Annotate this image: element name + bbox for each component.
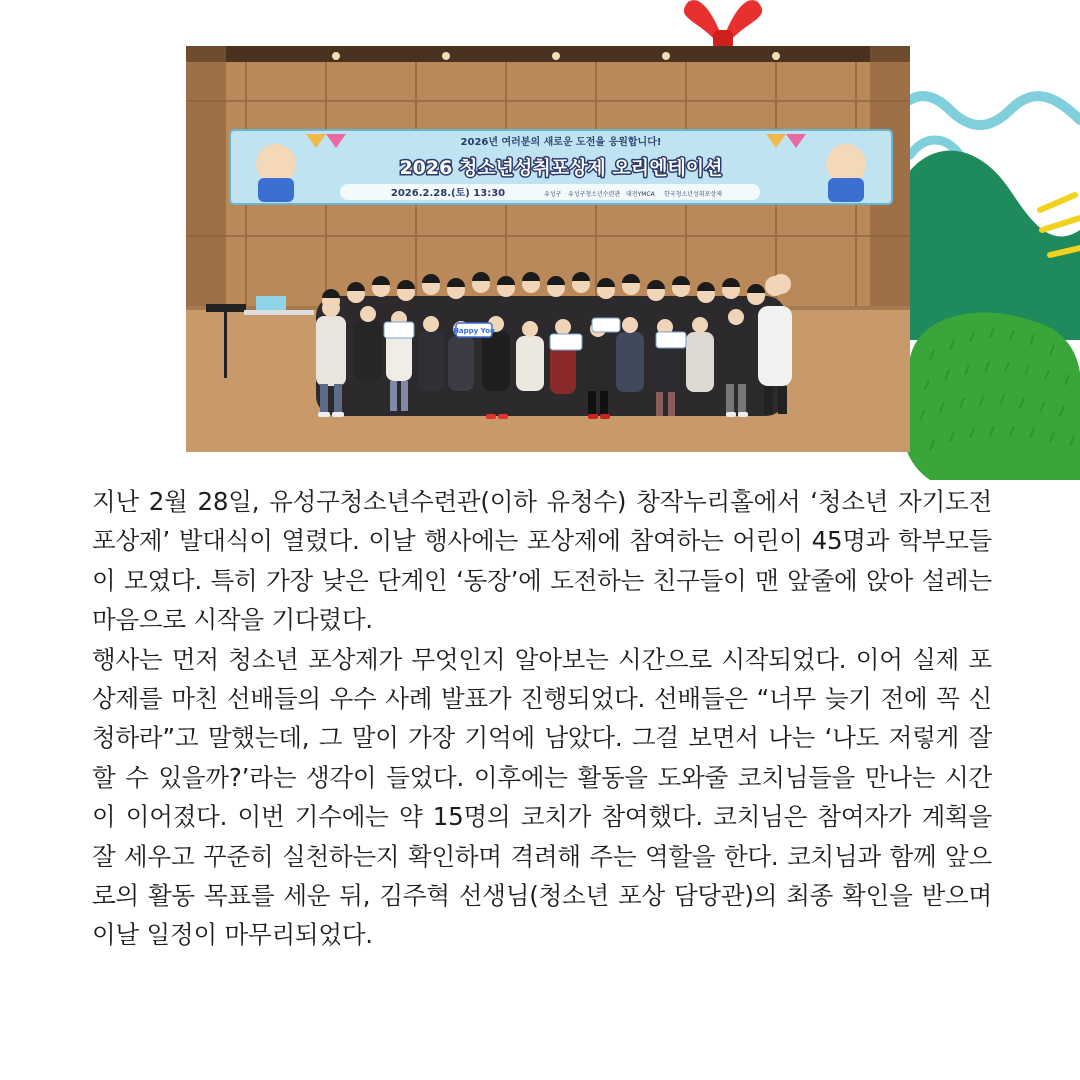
ribbon-bow-decoration	[668, 0, 778, 50]
article-paragraph: 지난 2월 28일, 유성구청소년수련관(이하 유청수) 창작누리홀에서 ‘청소년 자기도전 포상제’ 발대식이 열렸다. 이날 행사에는 포상제에 참여하는 어린이 45명과 학부모들이 모였다. 특히 가장 낮은 단계인 ‘동장’에 도전하는 친구들이 맨 앞줄에 앉아 설레는 마음으로 시작을 기다렸다.	[92, 487, 992, 635]
banner-sponsor: 유성구	[544, 191, 562, 198]
event-banner	[230, 130, 892, 204]
mountain-decoration	[890, 80, 1080, 480]
banner-title: 2026 청소년성취포상제 오리엔테이션	[399, 157, 723, 179]
banner-sponsor: 한국청소년성취포상제	[664, 191, 722, 198]
event-group-photo	[186, 46, 910, 452]
banner-top-line: 2026년 여러분의 새로운 도전을 응원합니다!	[460, 137, 662, 148]
article-paragraph: 행사는 먼저 청소년 포상제가 무엇인지 알아보는 시간으로 시작되었다. 이어 실제 포상제를 마친 선배들의 우수 사례 발표가 진행되었다. 선배들은 “너무 늦기 전에 꼭 신청하라”고 말했는데, 그 말이 가장 기억에 남았다. 그걸 보면서 나는 ‘나도 저렇게 잘할 수 있을까?’라는 생각이 들었다. 이후에는 활동을 도와줄 코치님들을 만나는 시간이 이어졌다. 이번 기수에는 약 15명의 코치가 참여했다. 코치님은 참여자가 계획을 잘 세우고 꾸준히 실천하는지 확인하며 격려해 주는 역할을 한다. 코치님과 함께 앞으로의 활동 목표를 세운 뒤, 김주혁 선생님(청소년 포상 담당관)의 최종 확인을 받으며 이날 일정이 마무리되었다.	[92, 644, 992, 950]
held-sign-text: Happy You	[453, 327, 495, 335]
banner-date: 2026.2.28.(토) 13:30	[390, 188, 506, 199]
article-body	[92, 482, 992, 955]
banner-sponsor: 유성구청소년수련관	[568, 191, 621, 198]
banner-sponsor: 대전YMCA	[626, 191, 655, 198]
